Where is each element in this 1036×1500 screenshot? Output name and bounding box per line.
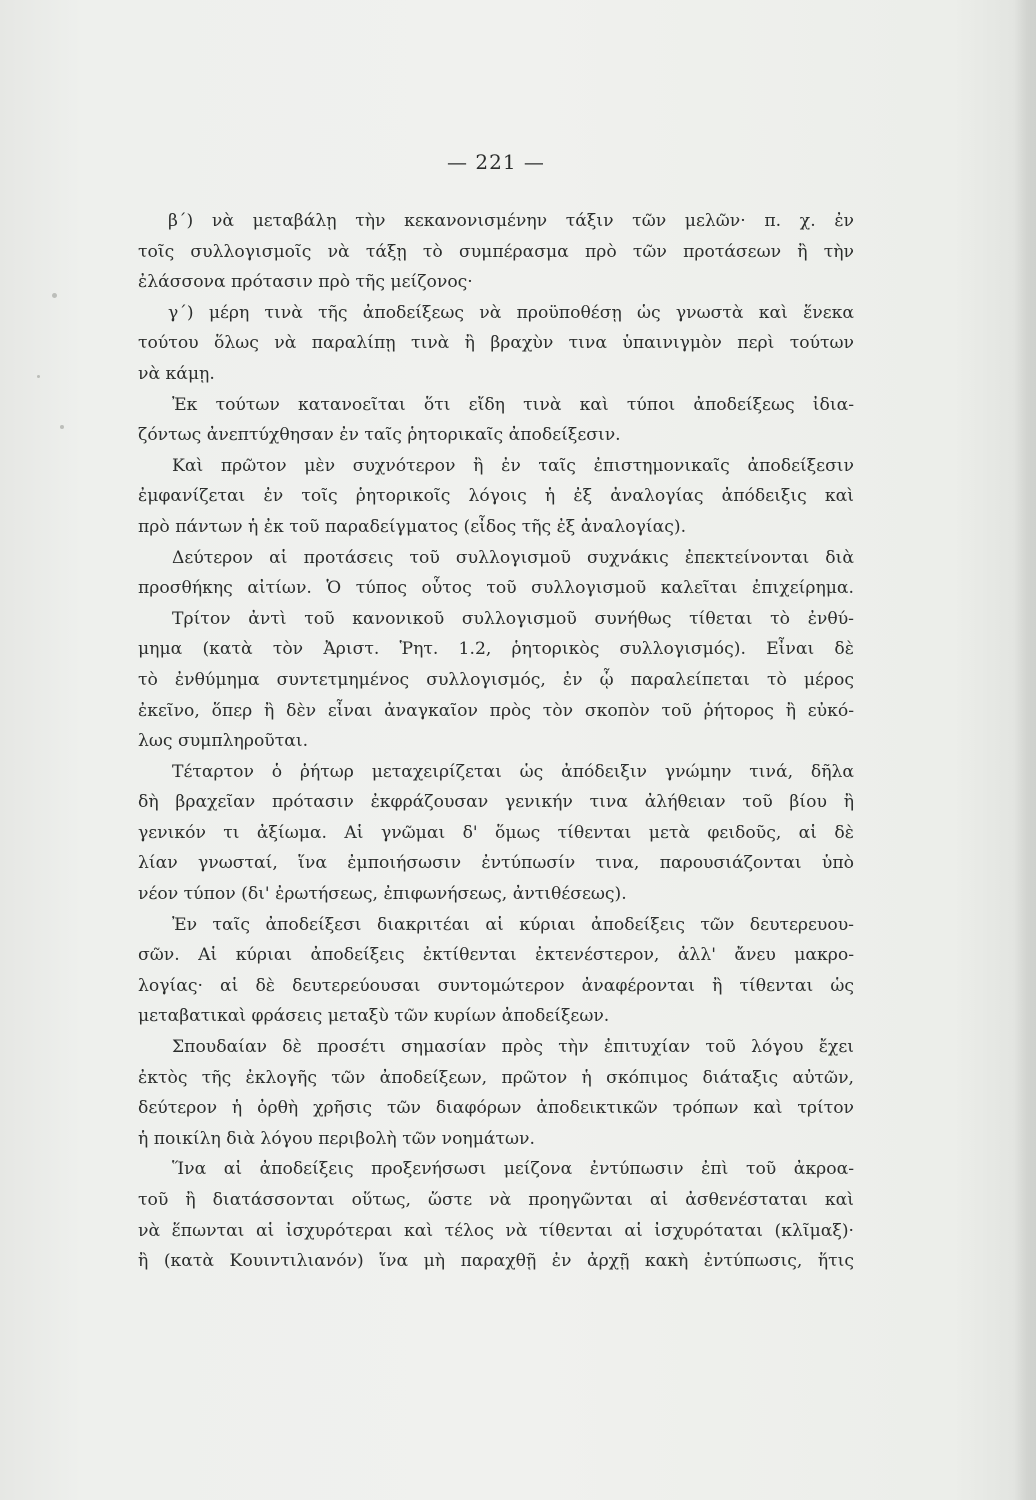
text-line: β΄) νὰ μεταβάλῃ τὴν κεκανονισμένην τάξιν τῶν μελῶν· π. χ. ἐν bbox=[168, 211, 854, 231]
text-line: λίαν γνωσταί, ἵνα ἐμποιήσωσιν ἐντύπωσίν τινα, παρουσιάζονται ὑπὸ bbox=[138, 853, 854, 874]
text-line: τὸ ἐνθύμημα συντετμημένος συλλογισμός, ἐν ᾧ παραλείπεται τὸ μέρος bbox=[138, 669, 854, 690]
ink-speck bbox=[60, 425, 64, 429]
text-line: ἡ ποικίλη διὰ λόγου περιβολὴ τῶν νοημάτων. bbox=[138, 1128, 535, 1149]
text-line: προσθήκης αἰτίων. Ὁ τύπος οὗτος τοῦ συλλογισμοῦ καλεῖται ἐπιχείρημα. bbox=[138, 578, 854, 599]
text-line: Ἵνα αἱ ἀποδείξεις προξενήσωσι μείζονα ἐντύπωσιν ἐπὶ τοῦ ἀκροα- bbox=[172, 1159, 854, 1180]
text-line: Ἐν ταῖς ἀποδείξεσι διακριτέαι αἱ κύριαι ἀποδείξεις τῶν δευτερευου- bbox=[172, 914, 854, 935]
text-line: δεύτερον ἡ ὀρθὴ χρῆσις τῶν διαφόρων ἀποδεικτικῶν τρόπων καὶ τρίτον bbox=[138, 1098, 854, 1119]
text-line: Σπουδαίαν δὲ προσέτι σημασίαν πρὸς τὴν ἐπιτυχίαν τοῦ λόγου ἔχει bbox=[172, 1037, 854, 1058]
text-line: τούτου ὅλως νὰ παραλίπῃ τινὰ ἢ βραχὺν τινα ὑπαινιγμὸν περὶ τούτων bbox=[138, 333, 854, 354]
text-line: πρὸ πάντων ἡ ἐκ τοῦ παραδείγματος (εἶδος τῆς ἐξ ἀναλογίας). bbox=[138, 516, 687, 537]
text-line: λως συμπληροῦται. bbox=[138, 731, 309, 752]
text-line: μεταβατικαὶ φράσεις μεταξὺ τῶν κυρίων ἀποδείξεων. bbox=[138, 1006, 610, 1027]
text-line: ζόντως ἀνεπτύχθησαν ἐν ταῖς ῥητορικαῖς ἀποδείξεσιν. bbox=[138, 425, 621, 446]
text-line: Δεύτερον αἱ προτάσεις τοῦ συλλογισμοῦ συχνάκις ἐπεκτείνονται διὰ bbox=[172, 547, 854, 568]
text-line: μημα (κατὰ τὸν Ἀριστ. Ῥητ. 1.2, ῥητορικὸς συλλογισμός). Εἶναι δὲ bbox=[138, 639, 854, 660]
text-line: λογίας· αἱ δὲ δευτερεύουσαι συντομώτερον ἀναφέρονται ἢ τίθενται ὡς bbox=[138, 975, 854, 996]
text-line: νὰ ἕπωνται αἱ ἰσχυρότεραι καὶ τέλος νὰ τίθενται αἱ ἰσχυρόταται (κλῖμαξ)· bbox=[138, 1220, 854, 1241]
text-line: ἢ (κατὰ Κουιντιλιανόν) ἵνα μὴ παραχθῇ ἐν ἀρχῇ κακὴ ἐντύπωσις, ἥτις bbox=[138, 1251, 854, 1272]
page-number: — 221 — bbox=[447, 150, 545, 174]
text-line: Καὶ πρῶτον μὲν συχνότερον ἢ ἐν ταῖς ἐπιστημονικαῖς ἀποδείξεσιν bbox=[172, 455, 854, 476]
text-line: ἐκτὸς τῆς ἐκλογῆς τῶν ἀποδείξεων, πρῶτον ἡ σκόπιμος διάταξις αὐτῶν, bbox=[138, 1067, 854, 1088]
text-line: γ΄) μέρη τινὰ τῆς ἀποδείξεως νὰ προϋποθέσῃ ὡς γνωστὰ καὶ ἕνεκα bbox=[168, 302, 854, 323]
page-edge-shadow bbox=[1014, 0, 1036, 1500]
text-line: Τέταρτον ὁ ῥήτωρ μεταχειρίζεται ὡς ἀπόδειξιν γνώμην τινά, δῆλα bbox=[172, 761, 854, 782]
text-line: σῶν. Αἱ κύριαι ἀποδείξεις ἐκτίθενται ἐκτενέστερον, ἀλλ' ἄνευ μακρο- bbox=[138, 945, 854, 966]
text-line: γενικόν τι ἀξίωμα. Αἱ γνῶμαι δ' ὅμως τίθενται μετὰ φειδοῦς, αἱ δὲ bbox=[138, 822, 854, 843]
ink-speck bbox=[52, 293, 57, 298]
text-column bbox=[138, 150, 854, 1277]
text-line: Τρίτον ἀντὶ τοῦ κανονικοῦ συλλογισμοῦ συνήθως τίθεται τὸ ἐνθύ- bbox=[172, 608, 854, 629]
text-line: ἐμφανίζεται ἐν τοῖς ῥητορικοῖς λόγοις ἡ ἐξ ἀναλογίας ἀπόδειξις καὶ bbox=[138, 486, 854, 507]
text-line: τοῦ ἢ διατάσσονται οὕτως, ὥστε νὰ προηγῶνται αἱ ἀσθενέσταται καὶ bbox=[138, 1190, 854, 1210]
text-line: νέον τύπον (δι' ἐρωτήσεως, ἐπιφωνήσεως, ἀντιθέσεως). bbox=[138, 884, 627, 905]
ink-speck bbox=[37, 375, 40, 378]
text-line: δὴ βραχεῖαν πρότασιν ἐκφράζουσαν γενικήν τινα ἀλήθειαν τοῦ βίου ἢ bbox=[138, 792, 854, 813]
text-line: Ἐκ τούτων κατανοεῖται ὅτι εἴδη τινὰ καὶ τύποι ἀποδείξεως ἰδια- bbox=[172, 394, 854, 415]
text-line: νὰ κάμῃ. bbox=[138, 363, 215, 384]
text-line: ἐκεῖνο, ὅπερ ἢ δὲν εἶναι ἀναγκαῖον πρὸς τὸν σκοπὸν τοῦ ῥήτορος ἢ εὐκό- bbox=[138, 700, 854, 721]
text-line: τοῖς συλλογισμοῖς νὰ τάξῃ τὸ συμπέρασμα πρὸ τῶν προτάσεων ἢ τὴν bbox=[138, 241, 854, 262]
text-line: ἐλάσσονα πρότασιν πρὸ τῆς μείζονος· bbox=[138, 272, 473, 293]
